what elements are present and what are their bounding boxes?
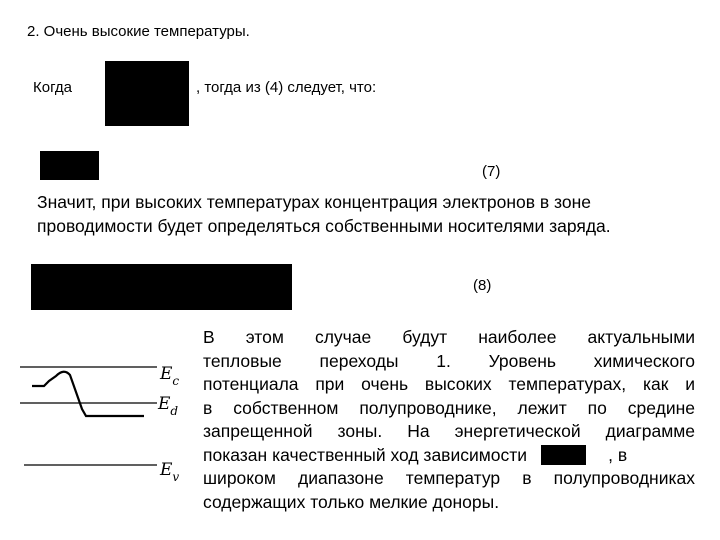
ec-label: $E_c$ [160,364,180,388]
energy-level-diagram [20,345,195,485]
formula-7-image [40,151,99,180]
description-line-3: потенциала при очень высоких температурах, как и [203,374,695,394]
description-text [203,326,695,514]
ev-label: $E_v$ [160,460,180,484]
description-line-4: в собственном полупроводнике, лежит по средине [203,397,695,418]
description-line-8: содержащих только мелкие доноры. [203,491,500,512]
formula-inline-image [541,445,586,465]
equation-8-label: (8) [473,277,492,294]
chemical-potential-curve [32,372,144,416]
formula-8-image [31,264,292,310]
description-line-5: запрещенной зоны. На энергетической диаграмме [203,421,695,441]
formula-condition-image [105,61,189,126]
ed-label: $E_d$ [158,394,179,418]
description-line-6-after: , в [608,444,628,465]
description-line-2: тепловые переходы 1. Уровень химического [203,350,695,371]
equation-7-label: (7) [482,163,501,180]
paragraph-high-temperature: Значит, при высоких температурах концентрация электронов в зоне проводимости будет определяться собственными носителями заряда. [37,192,611,236]
section-heading: 2. Очень высокие температуры. [27,23,250,40]
description-line-6 [203,444,695,468]
then-text: , тогда из (4) следует, что: [196,79,377,96]
description-line-6-before: показан качественный ход зависимости [203,444,528,465]
description-line-1: В этом случае будут наиболее актуальными [203,327,695,347]
when-word: Когда [33,79,72,96]
description-line-7: широком диапазоне температур в полупроводниках [203,468,695,488]
